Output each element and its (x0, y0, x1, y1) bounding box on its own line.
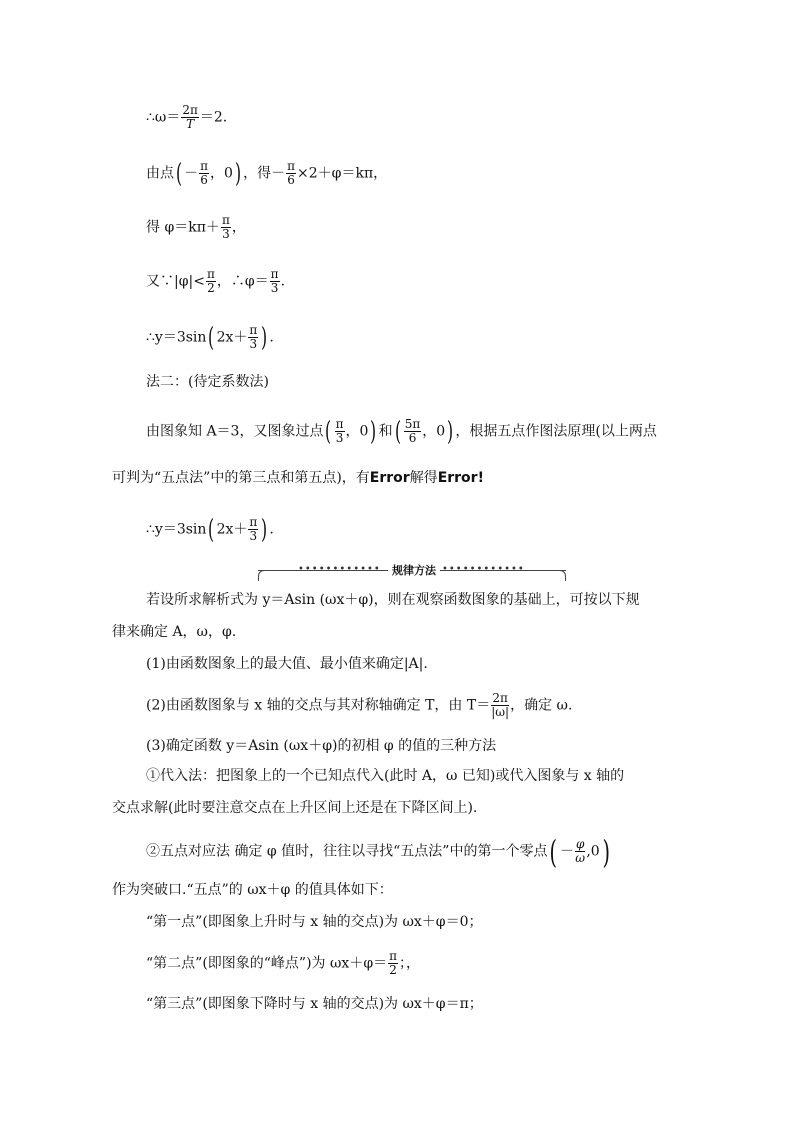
first-point (146, 912, 483, 932)
numerator: π (249, 323, 258, 337)
third-point (146, 994, 483, 1014)
method-two-heading (146, 372, 269, 392)
text: ＝2. (199, 109, 228, 126)
numerator: π (335, 417, 344, 431)
text: ， (231, 219, 246, 236)
denominator: 6 (408, 431, 417, 445)
text: ,0 (586, 843, 600, 860)
text: ②五点对应法 确定 φ 值时，往往以寻找“五点法”中的第一个零点 (146, 843, 548, 860)
result-equation (146, 324, 274, 351)
fraction (221, 214, 231, 241)
result-equation-2 (146, 516, 274, 543)
point-substitution: 由点( － $\frac{\pi}{6}$ ，0) ，得－ $\frac{\pi}{6}$ ×2＋φ＝kπ， (146, 158, 388, 189)
banner-cap-left (258, 570, 267, 581)
text: 由点 (146, 165, 174, 182)
paren-left: ( (176, 158, 183, 189)
numerator: π (270, 267, 279, 281)
text: “第二点”(即图象的“峰点”)为 ωx＋φ＝ (146, 955, 388, 972)
text: 和 (378, 423, 393, 440)
method-banner (258, 562, 566, 580)
text: (1)由函数图象上的最大值、最小值来确定|A|. (146, 656, 428, 672)
text: . (269, 329, 274, 346)
paren-right: ) (370, 416, 377, 447)
paren-right: ) (235, 158, 242, 189)
fraction (248, 324, 258, 351)
method-two-line2 (112, 468, 484, 488)
paren-right: ) (602, 832, 610, 871)
text: 律来确定 A，ω，φ. (112, 624, 237, 640)
five-point-method: ②五点对应法 确定 φ 值时，往往以寻找“五点法”中的第一个零点( － $\frac{\varphi}{\omega}$ ,0) (146, 832, 610, 871)
text: ，0 (422, 423, 446, 440)
numerator: π (249, 515, 258, 529)
text: 2x＋ (216, 521, 248, 538)
paren-right: ) (261, 514, 268, 545)
text: ①代入法：把图象上的一个已知点代入(此时 A，ω 已知)或代入图象与 x 轴的 (146, 768, 625, 784)
banner-dots-left: •••••••••••• (298, 564, 381, 575)
text: 2x＋ (216, 329, 248, 346)
text: ，0 (345, 423, 369, 440)
text: ×2＋φ＝kπ， (297, 165, 388, 182)
fraction (248, 516, 258, 543)
text: 若设所求解析式为 y＝Asin (ωx＋φ)，则在观察函数图象的基础上，可按以下规 (146, 592, 640, 608)
banner-title: 规律方法 (388, 562, 440, 578)
error-text: Error (369, 470, 410, 486)
numerator: π (287, 159, 296, 173)
fraction (206, 268, 216, 295)
text: ；， (399, 955, 421, 972)
denominator: 2 (207, 281, 215, 295)
denominator: 3 (249, 529, 258, 543)
text: . (280, 273, 286, 290)
text: ∴ω＝ (146, 109, 181, 126)
substitution-method-1 (146, 766, 624, 786)
denominator: |ω| (491, 705, 510, 719)
text: (3)确定函数 y＝Asin (ωx＋φ)的初相 φ 的值的三种方法 (146, 738, 497, 754)
fraction (270, 268, 280, 295)
paren-right: ) (261, 322, 268, 353)
text: 得 φ＝kπ＋ (146, 219, 220, 236)
paren-left: ( (325, 416, 332, 447)
fraction (491, 692, 509, 719)
paren-right: ) (447, 416, 454, 447)
fraction (404, 418, 422, 445)
method-intro-1 (146, 590, 640, 610)
denominator: 3 (222, 227, 230, 241)
text: ∴y＝3sin (146, 329, 207, 346)
rule-1 (146, 654, 428, 674)
numerator: 2π (492, 691, 508, 705)
text: 解得 (409, 470, 438, 486)
denominator: 6 (287, 173, 295, 187)
fraction (575, 838, 585, 865)
phi-value (146, 268, 285, 295)
text: “第三点”(即图象下降时与 x 轴的交点)为 ωx＋φ＝π； (146, 996, 483, 1012)
denominator: 2 (389, 963, 397, 977)
numerator: π (200, 159, 209, 173)
text: 又∵|φ|< (146, 273, 205, 290)
numerator: 2π (182, 103, 198, 117)
text: “第一点”(即图象上升时与 x 轴的交点)为 ωx＋φ＝0； (146, 914, 483, 930)
rule-2 (146, 692, 572, 719)
rule-3 (146, 736, 496, 756)
denominator: 3 (270, 281, 279, 295)
error-text: Error! (437, 470, 484, 486)
phi-general (146, 214, 246, 241)
banner-cap-right (557, 570, 566, 581)
numerator: π (389, 949, 398, 963)
text: ，确定 ω. (510, 697, 573, 714)
text: ，∴φ＝ (216, 273, 269, 290)
text: 交点求解(此时要注意交点在上升区间上还是在下降区间上). (112, 800, 478, 816)
fraction (286, 160, 296, 187)
method-two-line1 (146, 418, 657, 445)
text: 作为突破口.“五点”的 ωx＋φ 的值具体如下： (112, 882, 393, 898)
paren-left: ( (394, 416, 401, 447)
banner-dots-right: •••••••••••• (442, 564, 525, 575)
text: (2)由函数图象与 x 轴的交点与其对称轴确定 T，由 T＝ (146, 697, 491, 714)
fraction (388, 950, 398, 977)
numerator: π (206, 267, 215, 281)
text: ，得－ (243, 165, 286, 182)
text: ，根据五点作图法原理(以上两点 (455, 423, 657, 440)
numerator: π (221, 213, 230, 227)
denominator: ω (575, 851, 586, 865)
text: ∴y＝3sin (146, 521, 207, 538)
omega-equation (146, 104, 227, 131)
fraction (335, 418, 345, 445)
text: 法二：(待定系数法) (146, 374, 269, 390)
text: . (269, 521, 274, 538)
second-point (146, 950, 420, 977)
substitution-method-2 (112, 798, 477, 818)
five-point-intro (112, 880, 393, 900)
fraction (199, 160, 209, 187)
text: ，0 (210, 165, 233, 182)
text: 由图象知 A＝3，又图象过点 (146, 423, 324, 440)
denominator: 3 (335, 431, 344, 445)
paren-left: ( (208, 322, 215, 353)
paren-left: ( (549, 832, 558, 871)
fraction (181, 104, 199, 131)
numerator: 5π (404, 417, 421, 431)
denominator: 6 (200, 173, 208, 187)
paren-left: ( (208, 514, 215, 545)
denominator: T (186, 117, 195, 131)
text: 可判为“五点法”中的第三点和第五点)，有 (112, 470, 370, 486)
numerator: φ (575, 837, 585, 851)
denominator: 3 (249, 337, 258, 351)
method-intro-2 (112, 622, 236, 642)
